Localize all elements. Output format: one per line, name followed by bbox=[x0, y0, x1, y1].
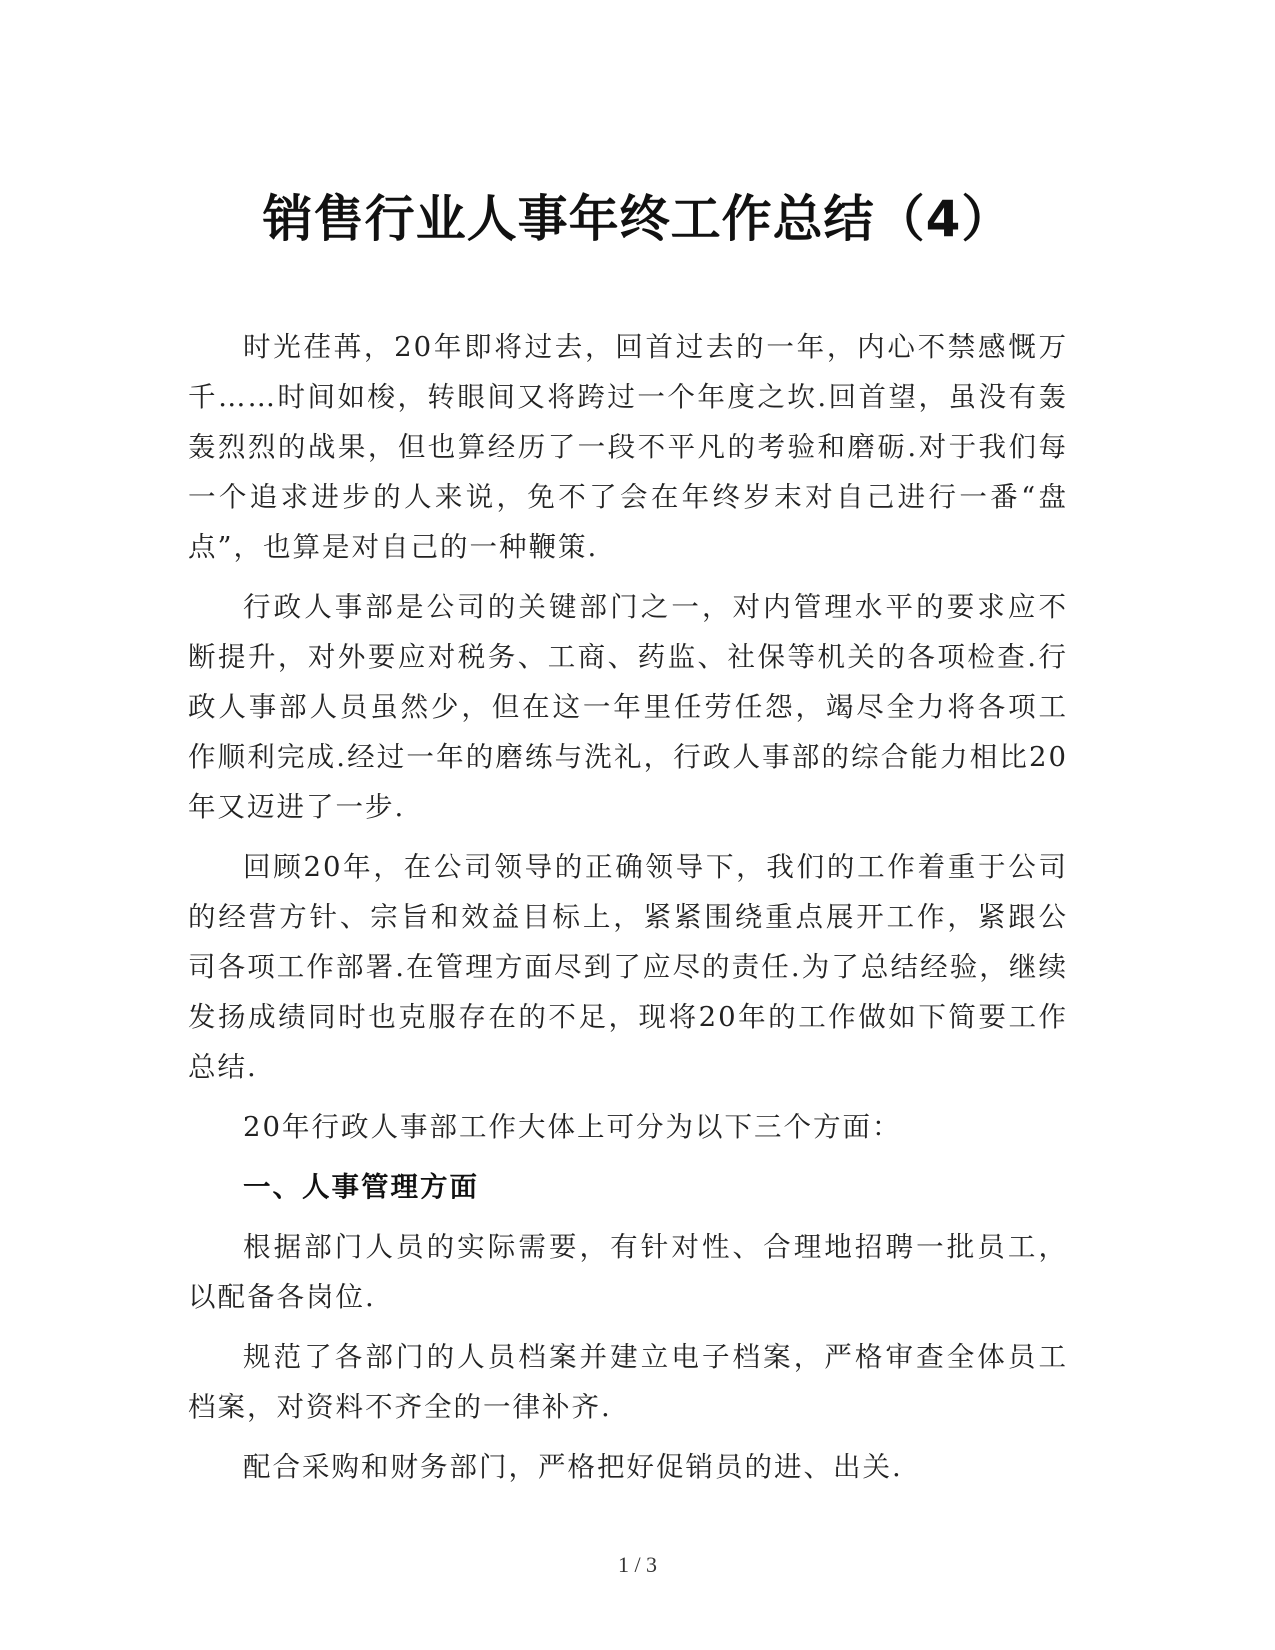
document-body bbox=[188, 322, 1068, 1502]
section-paragraph: 配合采购和财务部门，严格把好促销员的进、出关. bbox=[243, 1451, 903, 1483]
body-paragraph: 时光荏苒，20年即将过去，回首过去的一年，内心不禁感慨万千……时间如梭，转眼间又将跨过一个年度之坎.回首望，虽没有轰轰烈烈的战果，但也算经历了一段不平凡的考验和磨砺.对于我们每一个追求进步的人来说，免不了会在年终岁末对自己进行一番“盘点”，也算是对自己的一种鞭策. bbox=[188, 331, 1068, 563]
document-title: 销售行业人事年终工作总结（4） bbox=[262, 189, 1013, 248]
page-number: 1 / 3 bbox=[617, 1552, 658, 1577]
section-paragraph: 规范了各部门的人员档案并建立电子档案，严格审查全体员工档案，对资料不齐全的一律补齐. bbox=[188, 1341, 1068, 1423]
section-heading: 一、人事管理方面 bbox=[243, 1171, 479, 1203]
body-paragraph: 20年行政人事部工作大体上可分为以下三个方面： bbox=[243, 1111, 902, 1143]
body-paragraph: 行政人事部是公司的关键部门之一，对内管理水平的要求应不断提升，对外要应对税务、工商、药监、社保等机关的各项检查.行政人事部人员虽然少，但在这一年里任劳任怨，竭尽全力将各项工作顺利完成.经过一年的磨练与洗礼，行政人事部的综合能力相比20年又迈进了一步. bbox=[188, 591, 1068, 823]
section-paragraph: 根据部门人员的实际需要，有针对性、合理地招聘一批员工，以配备各岗位. bbox=[188, 1231, 1068, 1313]
body-paragraph: 回顾20年，在公司领导的正确领导下，我们的工作着重于公司的经营方针、宗旨和效益目标上，紧紧围绕重点展开工作，紧跟公司各项工作部署.在管理方面尽到了应尽的责任.为了总结经验，继续发扬成绩同时也克服存在的不足，现将20年的工作做如下简要工作总结. bbox=[188, 851, 1068, 1083]
